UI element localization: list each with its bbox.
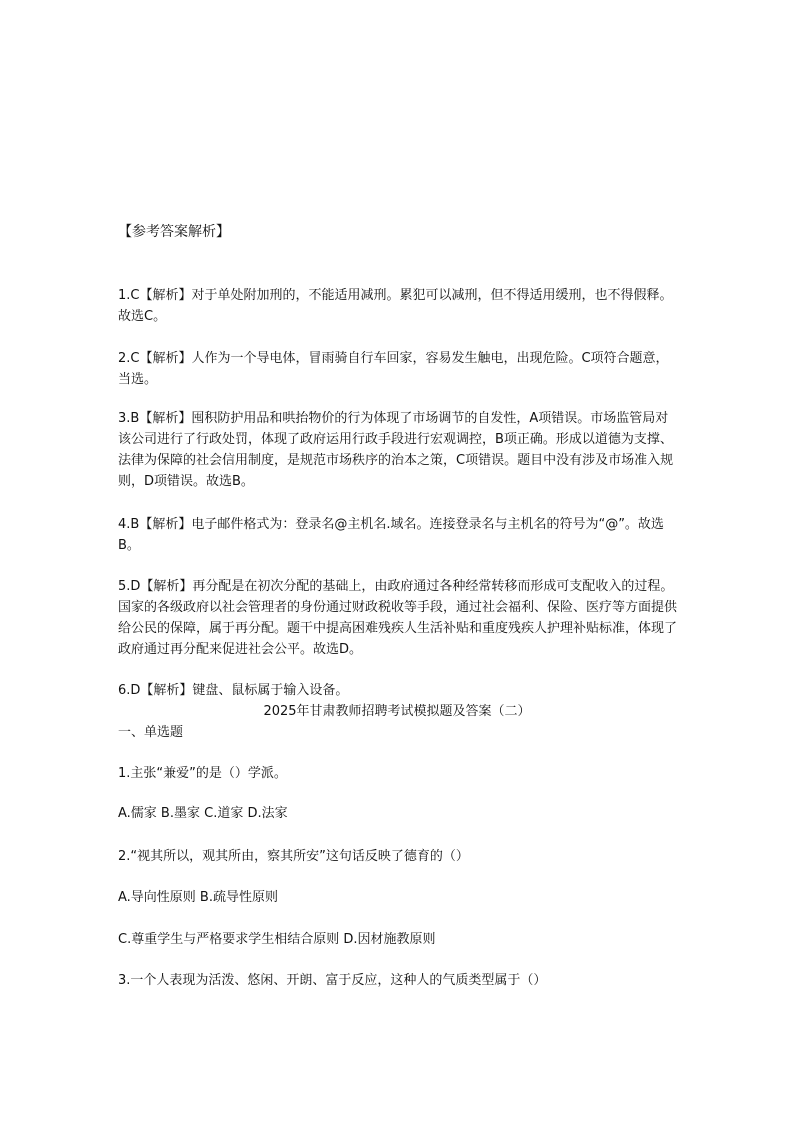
answer-3: 3.B【解析】囤积防护用品和哄抬物价的行为体现了市场调节的自发性，A项错误。市场监管局对该公司进行了行政处罚，体现了政府运用行政手段进行宏观调控，B项正确。形成以道德为支撑、法律为保障的社会信用制度，是规范市场秩序的治本之策，C项错误。题目中没有涉及市场准入规则，D项错误。故选B。	[118, 411, 674, 489]
question-2-options-ab: A.导向性原则 B.疏导性原则	[118, 890, 278, 905]
answer-heading: 【参考答案解析】	[118, 224, 230, 240]
section-heading: 一、单选题	[118, 725, 184, 740]
exam-title: 2025年甘肃教师招聘考试模拟题及答案（二）	[263, 704, 531, 719]
question-1: 1.主张“兼爱”的是（）学派。	[118, 766, 287, 781]
answer-2: 2.C【解析】人作为一个导电体，冒雨骑自行车回家，容易发生触电，出现危险。C项符合题意，当选。	[118, 351, 669, 387]
question-1-options: A.儒家 B.墨家 C.道家 D.法家	[118, 806, 288, 821]
answer-1: 1.C【解析】对于单处附加刑的，不能适用减刑。累犯可以减刑，但不得适用缓刑，也不得假释。故选C。	[118, 288, 673, 324]
question-2-options-cd: C.尊重学生与严格要求学生相结合原则 D.因材施教原则	[118, 932, 436, 947]
question-2: 2.“视其所以，观其所由，察其所安”这句话反映了德育的（）	[118, 849, 469, 864]
question-3: 3.一个人表现为活泼、悠闲、开朗、富于反应，这种人的气质类型属于（）	[118, 973, 547, 988]
answer-4: 4.B【解析】电子邮件格式为：登录名@主机名.域名。连接登录名与主机名的符号为“@”。故选B。	[118, 517, 664, 553]
answer-6: 6.D【解析】键盘、鼠标属于输入设备。	[118, 683, 349, 698]
answer-5: 5.D【解析】再分配是在初次分配的基础上，由政府通过各种经常转移而形成可支配收入的过程。国家的各级政府以社会管理者的身份通过财政税收等手段，通过社会福利、保险、医疗等方面提供给公民的保障，属于再分配。题干中提高困难残疾人生活补贴和重度残疾人护理补贴标准，体现了政府通过再分配来促进社会公平。故选D。	[118, 579, 678, 657]
